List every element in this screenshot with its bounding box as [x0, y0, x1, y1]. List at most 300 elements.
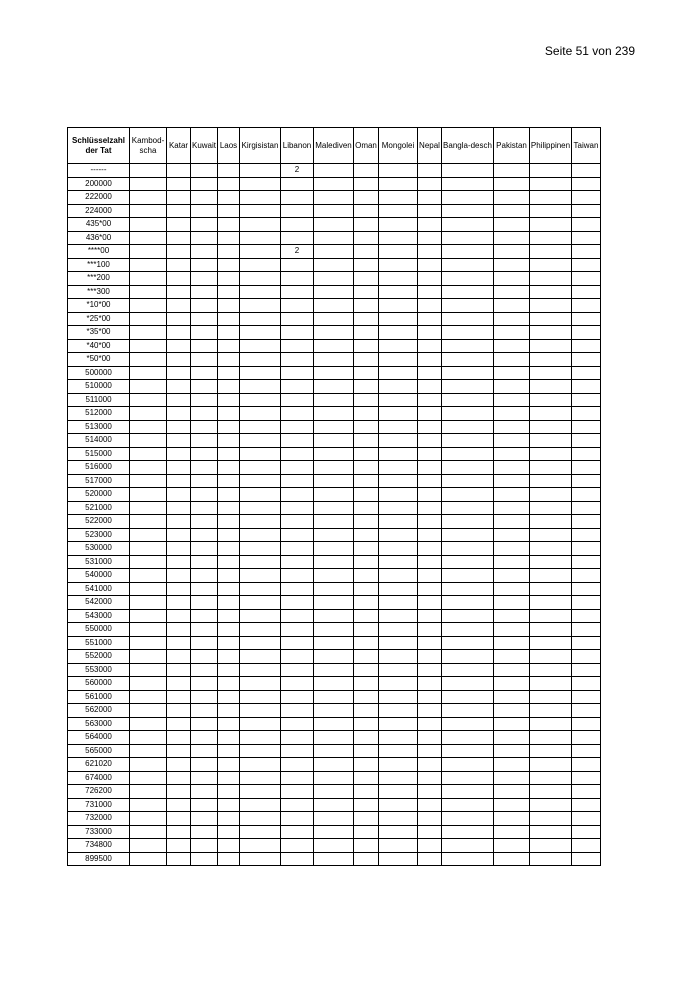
table-cell [167, 366, 191, 380]
table-cell [442, 515, 494, 529]
table-cell [167, 528, 191, 542]
table-cell [494, 177, 530, 191]
table-cell [240, 731, 281, 745]
table-cell [314, 569, 354, 583]
table-cell [130, 272, 167, 286]
table-cell [354, 245, 379, 259]
table-cell [379, 177, 418, 191]
table-cell [572, 731, 601, 745]
table-row [68, 353, 601, 367]
table-cell [218, 636, 240, 650]
table-cell [167, 852, 191, 866]
table-cell [442, 839, 494, 853]
table-cell [572, 758, 601, 772]
table-cell [418, 164, 442, 178]
table-row [68, 312, 601, 326]
table-cell [130, 596, 167, 610]
table-cell [240, 812, 281, 826]
table-cell [240, 191, 281, 205]
table-cell [240, 164, 281, 178]
data-table-container [67, 127, 601, 866]
table-cell [281, 582, 314, 596]
table-cell [130, 204, 167, 218]
table-cell [240, 326, 281, 340]
table-cell [442, 623, 494, 637]
table-cell [314, 596, 354, 610]
table-cell [314, 177, 354, 191]
table-cell [218, 420, 240, 434]
table-cell [314, 461, 354, 475]
table-cell [167, 164, 191, 178]
table-cell [354, 785, 379, 799]
table-cell [240, 677, 281, 691]
table-cell [240, 474, 281, 488]
table-cell [130, 771, 167, 785]
table-cell [494, 218, 530, 232]
table-cell [218, 231, 240, 245]
table-cell [167, 663, 191, 677]
table-cell [354, 690, 379, 704]
table-cell [281, 758, 314, 772]
table-cell [572, 690, 601, 704]
table-cell [167, 542, 191, 556]
table-cell [572, 407, 601, 421]
table-cell [130, 393, 167, 407]
table-cell [314, 474, 354, 488]
table-cell [530, 731, 572, 745]
table-cell [314, 515, 354, 529]
table-cell [379, 326, 418, 340]
table-cell [530, 407, 572, 421]
table-cell [530, 177, 572, 191]
table-cell [167, 798, 191, 812]
table-cell [572, 447, 601, 461]
key-cell: 560000 [68, 677, 130, 691]
table-cell [167, 501, 191, 515]
table-cell [418, 785, 442, 799]
table-cell [240, 434, 281, 448]
table-cell [572, 596, 601, 610]
table-cell [130, 542, 167, 556]
table-cell [281, 285, 314, 299]
table-cell [572, 326, 601, 340]
table-cell [218, 690, 240, 704]
table-cell [354, 731, 379, 745]
key-cell: 500000 [68, 366, 130, 380]
table-cell [314, 245, 354, 259]
table-cell [530, 663, 572, 677]
table-cell [191, 299, 218, 313]
table-cell [240, 717, 281, 731]
table-cell [379, 555, 418, 569]
table-cell [240, 231, 281, 245]
table-cell [572, 812, 601, 826]
table-cell [218, 609, 240, 623]
table-cell [379, 339, 418, 353]
table-cell [191, 744, 218, 758]
table-cell [130, 488, 167, 502]
table-cell [281, 299, 314, 313]
table-cell [130, 434, 167, 448]
table-cell [379, 420, 418, 434]
table-cell [240, 218, 281, 232]
table-cell [191, 353, 218, 367]
table-cell [167, 623, 191, 637]
table-cell [379, 258, 418, 272]
key-cell: 435*00 [68, 218, 130, 232]
table-row [68, 488, 601, 502]
table-cell [240, 393, 281, 407]
table-cell [167, 474, 191, 488]
table-cell [494, 420, 530, 434]
table-cell: 2 [281, 245, 314, 259]
table-cell [281, 339, 314, 353]
table-cell [191, 758, 218, 772]
table-cell [379, 744, 418, 758]
table-cell [167, 609, 191, 623]
key-cell: *40*00 [68, 339, 130, 353]
table-cell [442, 812, 494, 826]
table-cell [418, 312, 442, 326]
column-header: Kirgisistan [240, 128, 281, 164]
table-cell [572, 528, 601, 542]
table-cell [442, 231, 494, 245]
key-cell: 551000 [68, 636, 130, 650]
table-cell [167, 380, 191, 394]
table-cell [240, 461, 281, 475]
table-cell [240, 339, 281, 353]
table-cell [130, 582, 167, 596]
table-row [68, 245, 601, 259]
table-cell [167, 825, 191, 839]
table-cell [354, 852, 379, 866]
table-cell [240, 785, 281, 799]
table-row [68, 299, 601, 313]
table-cell [530, 785, 572, 799]
table-cell [354, 258, 379, 272]
table-cell [281, 825, 314, 839]
table-cell [572, 488, 601, 502]
table-cell [418, 366, 442, 380]
table-cell [530, 717, 572, 731]
table-cell [314, 191, 354, 205]
table-cell [191, 596, 218, 610]
table-cell [379, 488, 418, 502]
table-cell [240, 852, 281, 866]
table-cell [442, 596, 494, 610]
table-cell [130, 839, 167, 853]
table-cell [530, 677, 572, 691]
key-cell: 564000 [68, 731, 130, 745]
table-cell [442, 798, 494, 812]
table-cell [572, 393, 601, 407]
table-cell [167, 245, 191, 259]
table-cell [130, 339, 167, 353]
table-row [68, 339, 601, 353]
table-cell [314, 353, 354, 367]
table-cell [167, 744, 191, 758]
table-cell [281, 258, 314, 272]
table-cell [572, 231, 601, 245]
table-cell [418, 339, 442, 353]
table-cell [218, 650, 240, 664]
table-cell [418, 690, 442, 704]
table-cell [167, 677, 191, 691]
key-cell: 531000 [68, 555, 130, 569]
table-cell [281, 353, 314, 367]
table-cell [314, 704, 354, 718]
table-cell [281, 542, 314, 556]
key-cell: 899500 [68, 852, 130, 866]
table-cell [379, 650, 418, 664]
table-cell [494, 501, 530, 515]
table-cell [130, 461, 167, 475]
table-cell [167, 191, 191, 205]
table-cell [314, 852, 354, 866]
table-cell [442, 852, 494, 866]
table-cell [418, 555, 442, 569]
table-cell [418, 636, 442, 650]
table-cell [354, 285, 379, 299]
table-cell [530, 353, 572, 367]
table-cell [167, 690, 191, 704]
table-cell [494, 353, 530, 367]
table-cell [191, 204, 218, 218]
key-cell: 512000 [68, 407, 130, 421]
table-cell [281, 609, 314, 623]
key-cell: 523000 [68, 528, 130, 542]
table-cell [572, 609, 601, 623]
table-cell [379, 704, 418, 718]
table-cell [191, 839, 218, 853]
table-cell [354, 312, 379, 326]
table-cell [494, 731, 530, 745]
table-cell [530, 623, 572, 637]
table-cell [130, 663, 167, 677]
table-cell [130, 569, 167, 583]
table-cell [530, 339, 572, 353]
table-cell [354, 461, 379, 475]
table-cell [494, 825, 530, 839]
table-cell [191, 272, 218, 286]
table-cell [281, 272, 314, 286]
table-cell [218, 245, 240, 259]
table-row [68, 663, 601, 677]
table-cell [240, 488, 281, 502]
table-cell [314, 366, 354, 380]
table-cell [418, 798, 442, 812]
table-cell [240, 299, 281, 313]
table-cell [167, 515, 191, 529]
table-cell [379, 771, 418, 785]
table-cell [191, 164, 218, 178]
table-cell [572, 677, 601, 691]
table-cell [354, 393, 379, 407]
table-cell [167, 204, 191, 218]
table-row [68, 515, 601, 529]
table-cell [418, 380, 442, 394]
table-cell [191, 474, 218, 488]
table-cell [530, 825, 572, 839]
table-row [68, 191, 601, 205]
table-cell [379, 272, 418, 286]
table-cell [530, 447, 572, 461]
table-cell [530, 164, 572, 178]
table-row [68, 501, 601, 515]
table-cell [354, 218, 379, 232]
table-cell [240, 177, 281, 191]
table-body [68, 164, 601, 866]
table-cell [167, 393, 191, 407]
table-cell [354, 569, 379, 583]
table-cell [572, 569, 601, 583]
table-cell [191, 380, 218, 394]
table-cell [572, 636, 601, 650]
table-cell [354, 596, 379, 610]
table-cell [281, 434, 314, 448]
table-cell [379, 663, 418, 677]
table-cell [240, 555, 281, 569]
table-cell [240, 609, 281, 623]
table-cell [218, 596, 240, 610]
table-cell [314, 407, 354, 421]
table-cell [494, 717, 530, 731]
table-cell [530, 839, 572, 853]
table-cell [218, 258, 240, 272]
table-row [68, 555, 601, 569]
table-cell [442, 825, 494, 839]
table-cell [218, 569, 240, 583]
table-cell [167, 650, 191, 664]
table-cell [281, 663, 314, 677]
table-cell [354, 677, 379, 691]
table-cell [530, 218, 572, 232]
table-cell [240, 650, 281, 664]
table-cell [167, 704, 191, 718]
table-cell [354, 758, 379, 772]
table-cell [314, 434, 354, 448]
table-cell [494, 272, 530, 286]
table-cell [442, 528, 494, 542]
table-cell [218, 515, 240, 529]
table-cell [130, 677, 167, 691]
column-header: Mongolei [379, 128, 418, 164]
table-cell [418, 515, 442, 529]
column-header: Taiwan [572, 128, 601, 164]
key-cell: ***100 [68, 258, 130, 272]
table-cell [530, 569, 572, 583]
table-cell [379, 852, 418, 866]
table-cell [572, 245, 601, 259]
table-cell [572, 771, 601, 785]
table-cell [130, 231, 167, 245]
table-cell [494, 609, 530, 623]
table-cell [281, 366, 314, 380]
table-cell [191, 825, 218, 839]
table-cell [218, 177, 240, 191]
table-cell [218, 326, 240, 340]
table-cell [167, 177, 191, 191]
table-cell [354, 191, 379, 205]
table-cell [379, 164, 418, 178]
table-cell [191, 704, 218, 718]
table-row [68, 758, 601, 772]
table-cell [314, 420, 354, 434]
table-cell [218, 812, 240, 826]
table-cell [218, 555, 240, 569]
table-cell [130, 744, 167, 758]
table-row [68, 812, 601, 826]
table-cell [418, 542, 442, 556]
table-row [68, 798, 601, 812]
key-cell: 563000 [68, 717, 130, 731]
table-cell [572, 353, 601, 367]
key-cell: ****00 [68, 245, 130, 259]
table-cell [218, 461, 240, 475]
table-cell [572, 272, 601, 286]
table-cell [442, 434, 494, 448]
table-cell [379, 245, 418, 259]
key-cell: 530000 [68, 542, 130, 556]
table-cell [354, 326, 379, 340]
table-cell [130, 191, 167, 205]
table-row [68, 285, 601, 299]
table-cell [530, 515, 572, 529]
table-cell [240, 690, 281, 704]
table-cell [572, 650, 601, 664]
table-cell [281, 407, 314, 421]
table-cell [240, 623, 281, 637]
table-cell [218, 164, 240, 178]
table-cell [572, 555, 601, 569]
key-cell: 542000 [68, 596, 130, 610]
table-cell [281, 852, 314, 866]
table-cell [281, 623, 314, 637]
table-cell [314, 528, 354, 542]
table-cell [572, 623, 601, 637]
table-cell [191, 231, 218, 245]
table-cell [572, 461, 601, 475]
table-cell [354, 299, 379, 313]
table-cell [494, 204, 530, 218]
table-cell [418, 488, 442, 502]
table-cell [530, 690, 572, 704]
table-cell [494, 528, 530, 542]
table-header [68, 128, 601, 164]
table-cell [572, 704, 601, 718]
table-row [68, 447, 601, 461]
table-cell [494, 690, 530, 704]
table-cell [379, 231, 418, 245]
table-cell [379, 690, 418, 704]
table-cell [314, 501, 354, 515]
table-cell [314, 717, 354, 731]
table-cell [281, 501, 314, 515]
table-cell [494, 704, 530, 718]
table-cell [379, 407, 418, 421]
table-cell [418, 758, 442, 772]
table-cell [191, 569, 218, 583]
table-cell [418, 717, 442, 731]
table-cell [281, 177, 314, 191]
table-cell [218, 731, 240, 745]
table-cell [218, 582, 240, 596]
table-cell [494, 474, 530, 488]
table-cell [530, 596, 572, 610]
table-row [68, 204, 601, 218]
table-cell [130, 501, 167, 515]
table-cell [442, 353, 494, 367]
